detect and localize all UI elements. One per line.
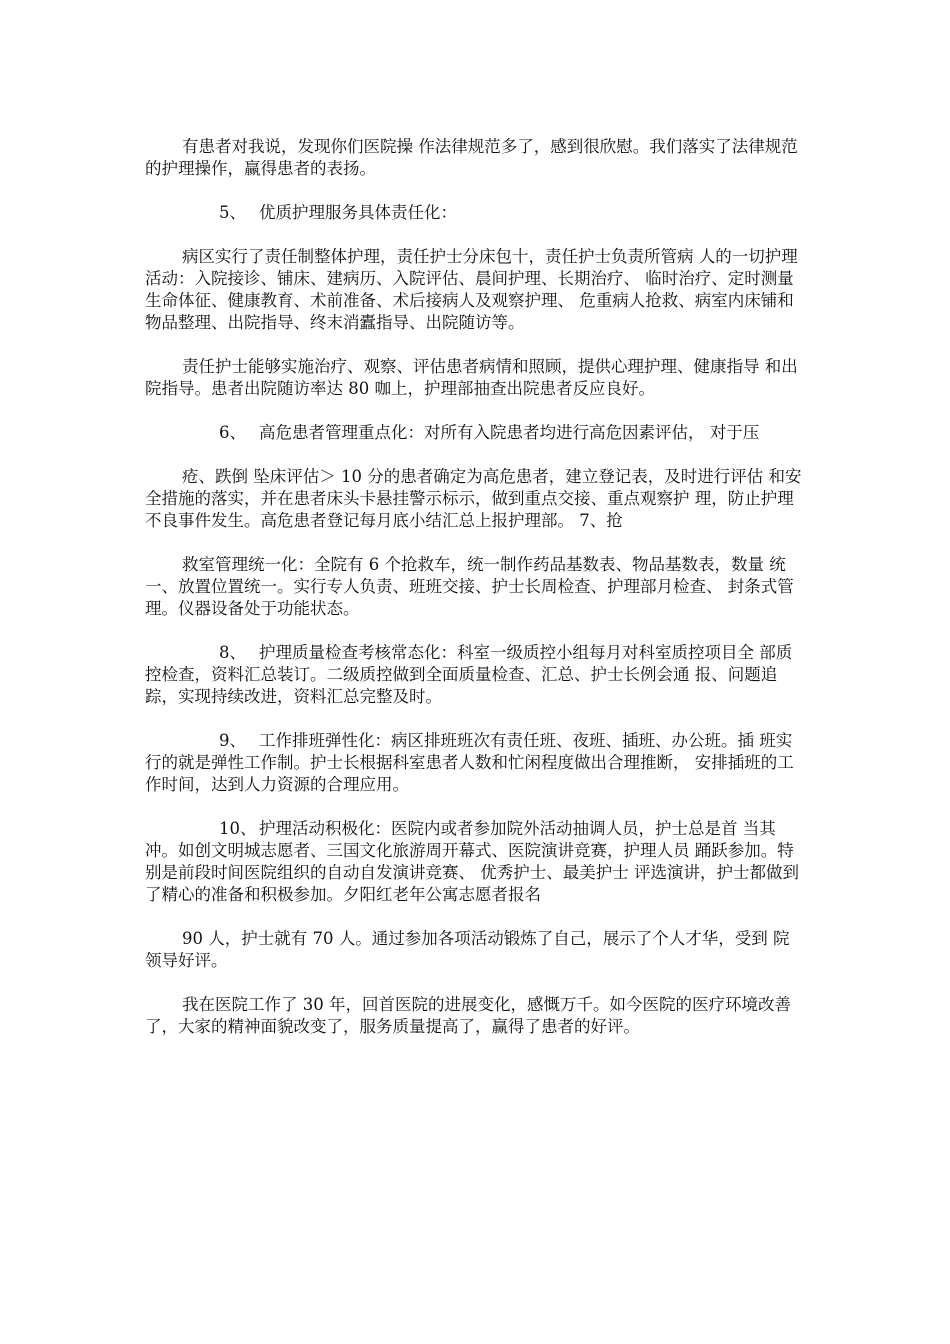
section-title: 优质护理服务具体责任化： bbox=[259, 203, 457, 222]
paragraph-responsibility-nursing: 病区实行了责任制整体护理，责任护士分床包十，责任护士负责所管病 人的一切护理活动：入院接诊、铺床、建病历、入院评估、晨间护理、长期治疗、 临时治疗、定时测量生命体征、健康教育、术前准备、术后接病人及观察护理、 危重病人抢救、病室内床铺和物品整理、出院指导、终末消蠹指导、出院随访等。 bbox=[145, 247, 798, 332]
section-title: 工作排班弹性化：病区排班班次有责任班、夜班、插班、办公班。插 班实行的就是弹性工作制。护士长根据科室患者人数和忙闲程度做出合理推断， 安排插班的工作时间，达到人力资源的合理应用。 bbox=[145, 731, 794, 794]
section-number: 10、 bbox=[219, 819, 257, 838]
section-9-heading bbox=[145, 730, 805, 796]
section-8-heading bbox=[145, 642, 805, 708]
section-number: 5、 bbox=[219, 203, 246, 222]
paragraph-patient-feedback: 有患者对我说，发现你们医院操 作法律规范多了，感到很欣慰。我们落实了法律规范的护理操作，赢得患者的表扬。 bbox=[145, 137, 798, 178]
paragraph-high-risk-assessment: 疮、跌倒 坠床评估＞ 10 分的患者确定为高危患者，建立登记表，及时进行评估 和安全措施的落实，并在患者床头卡悬挂警示标示，做到重点交接、重点观察护 理，防止护理不良事件发生。高危患者登记每月底小结汇总上报护理部。 7、抢 bbox=[145, 467, 802, 530]
section-10-heading bbox=[145, 818, 805, 906]
paragraph-volunteer-count: 90 人，护士就有 70 人。通过参加各项活动锻炼了自己，展示了个人才华，受到 院领导好评。 bbox=[145, 929, 790, 970]
section-number: 8、 bbox=[219, 643, 246, 662]
section-title: 护理质量检查考核常态化：科室一级质控小组每月对科室质控项目全 部质控检查，资料汇总装订。二级质控做到全面质量检查、汇总、护士长例会通 报、问题追踪，实现持续改进，资料汇总完整及时。 bbox=[145, 643, 793, 706]
section-title: 高危患者管理重点化：对所有入院患者均进行高危因素评估， 对于压 bbox=[259, 423, 760, 442]
paragraph-rescue-room-management: 救室管理统一化：全院有 6 个抢救车，统一制作药品基数表、物品基数表，数量 统一、放置位置统一。实行专人负责、班班交接、护士长周检查、护理部月检查、 封条式管理。仪器设备处于功能状态。 bbox=[145, 555, 794, 618]
document-body bbox=[145, 136, 805, 1060]
section-5-heading bbox=[145, 202, 805, 224]
section-number: 9、 bbox=[219, 731, 246, 750]
section-6-heading bbox=[145, 422, 805, 444]
section-title: 护理活动积极化：医院内或者参加院外活动抽调人员，护士总是首 当其冲。如创文明城志愿者、三国文化旅游周开幕式、医院演讲竞赛，护理人员 踊跃参加。特别是前段时间医院组织的自动自发演讲竞赛、 优秀护士、最美护士 评选演讲，护士都做到了精心的准备和积极参加。夕阳红老年公寓志愿者报名 bbox=[145, 819, 799, 904]
section-number: 6、 bbox=[219, 423, 246, 442]
paragraph-closing-reflection: 我在医院工作了 30 年，回首医院的进展变化，感慨万千。如今医院的医疗环境改善了，大家的精神面貌改变了，服务质量提高了，赢得了患者的好评。 bbox=[145, 995, 791, 1036]
paragraph-nurse-duties: 责任护士能够实施治疗、观察、评估患者病情和照顾，提供心理护理、健康指导 和出院指导。患者出院随访率达 80 咖上，护理部抽查出院患者反应良好。 bbox=[145, 357, 798, 398]
